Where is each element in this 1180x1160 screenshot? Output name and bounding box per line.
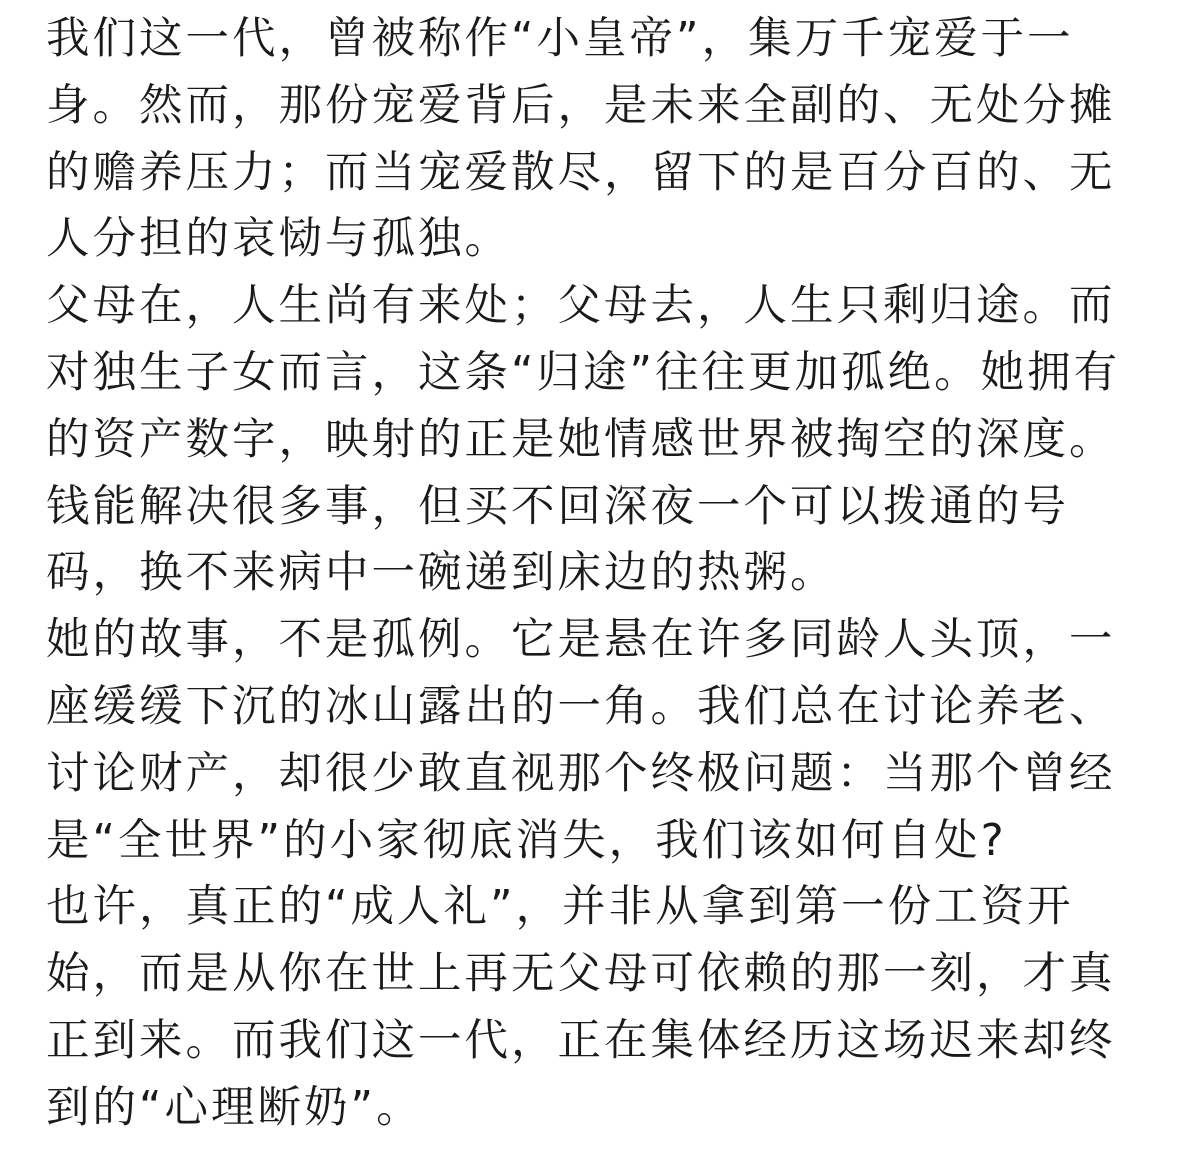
- paragraph-1: 我们这一代，曾被称作“小皇帝”，集万千宠爱于一身。然而，那份宠爱背后，是未来全副的、无处分摊的赡养压力；而当宠爱散尽，留下的是百分百的、无人分担的哀恸与孤独。: [46, 14, 1116, 265]
- article-body: [46, 6, 1138, 1142]
- paragraph-2: 父母在，人生尚有来处；父母去，人生只剩归途。而对独生子女而言，这条“归途”往往更加孤绝。她拥有的资产数字，映射的正是她情感世界被掏空的深度。钱能解决很多事，但买不回深夜一个可以拨通的号码，换不来病中一碗递到床边的热粥。: [46, 281, 1121, 599]
- paragraph-3: 她的故事，不是孤例。它是悬在许多同龄人头顶，一座缓缓下沉的冰山露出的一角。我们总在讨论养老、讨论财产，却很少敢直视那个终极问题：当那个曾经是“全世界”的小家彻底消失，我们该如何自处?: [46, 615, 1116, 866]
- paragraph-4: 也许，真正的“成人礼”，并非从拿到第一份工资开始，而是从你在世上再无父母可依赖的那一刻，才真正到来。而我们这一代，正在集体经历这场迟来却终到的“心理断奶”。: [46, 882, 1116, 1133]
